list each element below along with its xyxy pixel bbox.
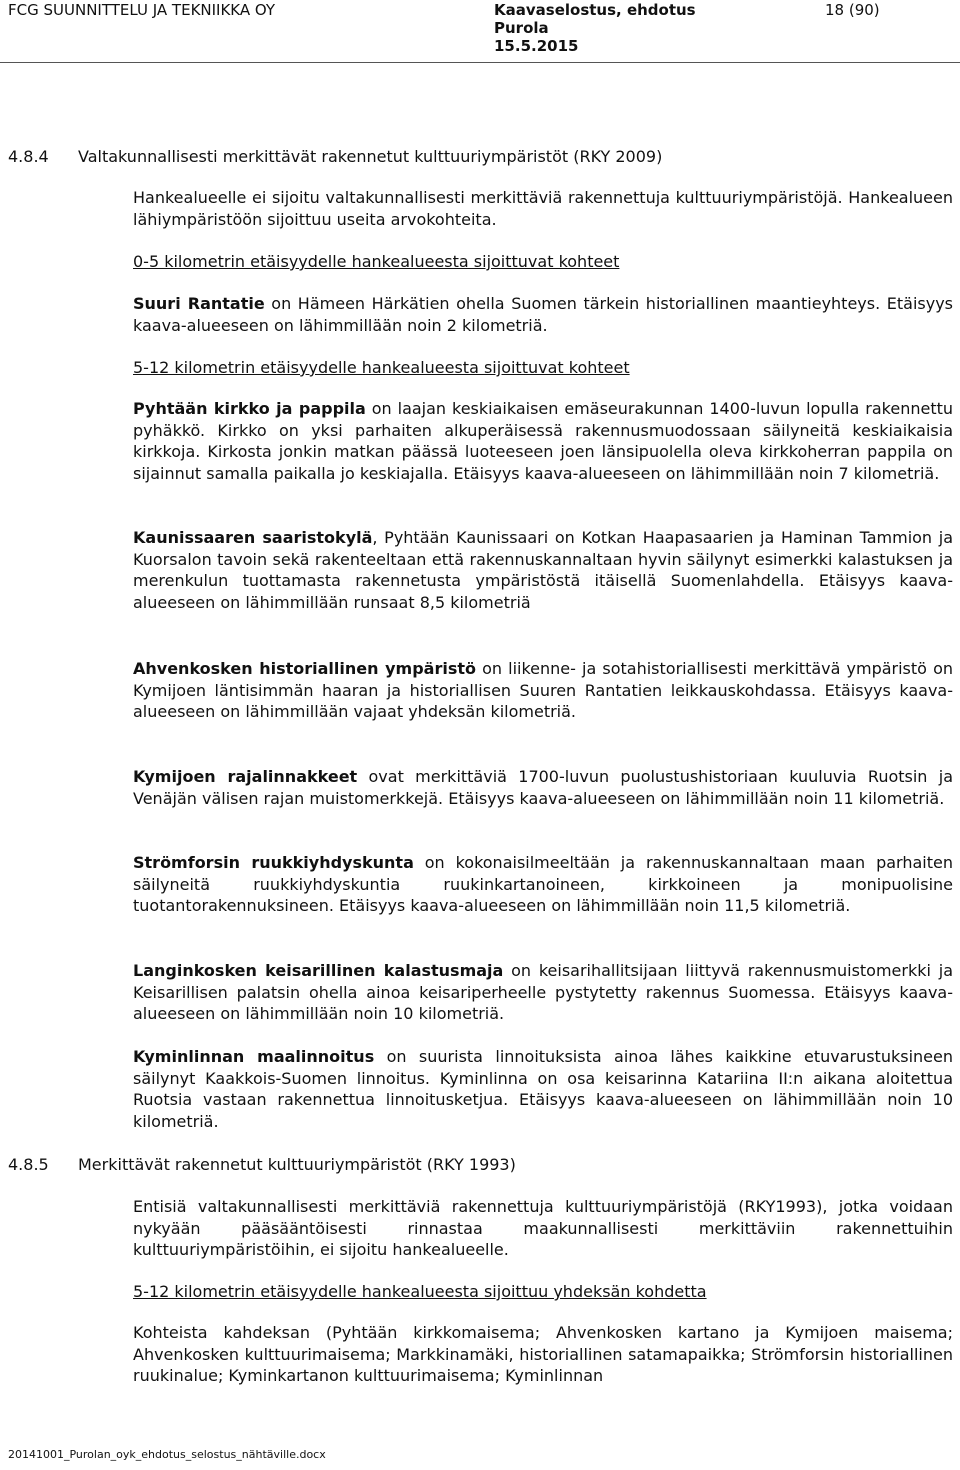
- paragraph-kaunissaari: [133, 527, 953, 613]
- section-title: Merkittävät rakennetut kulttuuriympäristöt (RKY 1993): [78, 1155, 516, 1174]
- subheading-0-5-km: 0-5 kilometrin etäisyydelle hankealueesta sijoittuvat kohteet: [133, 252, 620, 271]
- footer-filename: 20141001_Purolan_oyk_ehdotus_selostus_nähtäville.docx: [8, 1448, 326, 1461]
- section-number: 4.8.4: [8, 147, 49, 166]
- header-divider: [0, 62, 960, 63]
- paragraph-kyminlinna: [133, 1046, 953, 1132]
- page-number: 18 (90): [825, 1, 880, 19]
- section-heading-4-8-4: [8, 147, 662, 166]
- document-date: 15.5.2015: [494, 37, 579, 55]
- site-name: Strömforsin ruukkiyhdyskunta: [133, 853, 414, 872]
- site-description: on Hämeen Härkätien ohella Suomen tärkein historiallinen maantieyhteys. Etäisyys kaava-alueeseen on lähimmillään noin 2 kilometriä.: [133, 294, 954, 335]
- site-description: on laajan keskiaikaisen emäseurakunnan 1400-luvun lopulla rakennettu pyhäkkö. Kirkko on yksi parhaiten alkuperäisessä rakennusmuodossaan säilyneitä keskiaikaisia kirkkoja. Kirkosta jonkin matkan päässä luoteeseen joen länsipuolella oleva kirkkoherran pappila on sijainnut samalla paikalla jo keskiajalla. Etäisyys kaava-alueeseen on lähimmillään noin 7 kilometriä.: [133, 399, 954, 483]
- paragraph-pyhtaan-kirkko: [133, 398, 953, 484]
- site-description: , Pyhtään Kaunissaari on Kotkan Haapasaarien ja Haminan Tammion ja Kuorsalon tavoin sekä rakenteeltaan että rakennuskannaltaan hyvin säilynyt esimerkki kalastuksen ja merenkulun tuottamasta rakennetusta ympäristöstä itäisellä Suomenlahdella. Etäisyys kaava-alueeseen on lähimmillään runsaat 8,5 kilometriä: [133, 528, 953, 612]
- site-name: Kymijoen rajalinnakkeet: [133, 767, 358, 786]
- site-description: on liikenne- ja sotahistoriallisesti merkittävä ympäristö on Kymijoen läntisimmän haaran ja historiallisen Suuren Rantatien leikkauskohdassa. Etäisyys kaava-alueeseen on lähimmillään vajaat yhdeksän kilometriä.: [133, 659, 953, 721]
- subheading-5-12-km-rky1993: 5-12 kilometrin etäisyydelle hankealueesta sijoittuu yhdeksän kohdetta: [133, 1282, 707, 1301]
- paragraph-ahvenkoski: [133, 658, 953, 723]
- document-title: Kaavaselostus, ehdotus: [494, 1, 696, 19]
- document-info: [494, 1, 696, 55]
- paragraph-langinkoski: [133, 960, 953, 1025]
- subheading-5-12-km: 5-12 kilometrin etäisyydelle hankealueesta sijoittuvat kohteet: [133, 358, 630, 377]
- paragraph: Entisiä valtakunnallisesti merkittäviä rakennettuja kulttuuriympäristöjä (RKY1993), jotka voidaan nykyään pääsääntöisesti rinnastaa maakunnallisesti merkittäviin rakennettuihin kulttuuriympäristöihin, ei sijoitu hankealueelle.: [133, 1197, 953, 1259]
- organization-name: FCG SUUNNITTELU JA TEKNIIKKA OY: [8, 1, 276, 19]
- page-header: [0, 0, 960, 62]
- section-heading-4-8-5: [8, 1155, 516, 1174]
- site-name: Ahvenkosken historiallinen ympäristö: [133, 659, 476, 678]
- site-description: on keisarihallitsijaan liittyvä rakennusmuistomerkki ja Keisarillisen palatsin ohella ainoa keisariperheelle pystytetty rakennus Suomessa. Etäisyys kaava-alueeseen on lähimmillään noin 10 kilometriä.: [133, 961, 953, 1023]
- paragraph-stromfors: [133, 852, 953, 917]
- section-title: Valtakunnallisesti merkittävät rakennetut kulttuuriympäristöt (RKY 2009): [78, 147, 663, 166]
- site-name: Pyhtään kirkko ja pappila: [133, 399, 366, 418]
- site-description: ovat merkittäviä 1700-luvun puolustushistoriaan kuuluvia Ruotsin ja Venäjän välisen rajan muistomerkkejä. Etäisyys kaava-alueeseen on lähimmillään noin 11 kilometriä.: [133, 767, 954, 808]
- paragraph-rajalinnakkeet: [133, 766, 953, 809]
- site-description: on suurista linnoituksista ainoa lähes kaikkine etuvarustuksineen säilynyt Kaakkois-Suomen linnoitus. Kyminlinna on osa keisarinna Katariina II:n aikana aloitettua Ruotsia vastaan rakennettua linnoitusketjua. Etäisyys kaava-alueeseen on lähimmillään noin 10 kilometriä.: [133, 1047, 953, 1131]
- site-description: on kokonaisilmeeltään ja rakennuskannaltaan maan parhaiten säilyneitä ruukkiyhdyskuntia ruukinkartanoineen, kirkkoineen ja monipuolisine tuotantorakennuksineen. Etäisyys kaava-alueeseen on lähimmillään noin 11,5 kilometriä.: [133, 853, 953, 915]
- site-name: Langinkosken keisarillinen kalastusmaja: [133, 961, 504, 980]
- municipality-name: Purola: [494, 19, 549, 37]
- site-name: Kyminlinnan maalinnoitus: [133, 1047, 375, 1066]
- paragraph-suuri-rantatie: [133, 293, 953, 336]
- paragraph: Kohteista kahdeksan (Pyhtään kirkkomaisema; Ahvenkosken kartano ja Kymijoen maisema; Ahvenkosken kulttuurimaisema; Markkinamäki, historiallinen satamapaikka; Strömforsin historiallinen ruukinalue; Kyminkartanon kulttuurimaisema; Kyminlinnan: [133, 1323, 953, 1385]
- section-number: 4.8.5: [8, 1155, 49, 1174]
- site-name: Suuri Rantatie: [133, 294, 265, 313]
- site-name: Kaunissaaren saaristokylä: [133, 528, 373, 547]
- paragraph: Hankealueelle ei sijoitu valtakunnallisesti merkittäviä rakennettuja kulttuuriympäristöjä. Hankealueen lähiympäristöön sijoittuu useita arvokohteita.: [133, 188, 953, 229]
